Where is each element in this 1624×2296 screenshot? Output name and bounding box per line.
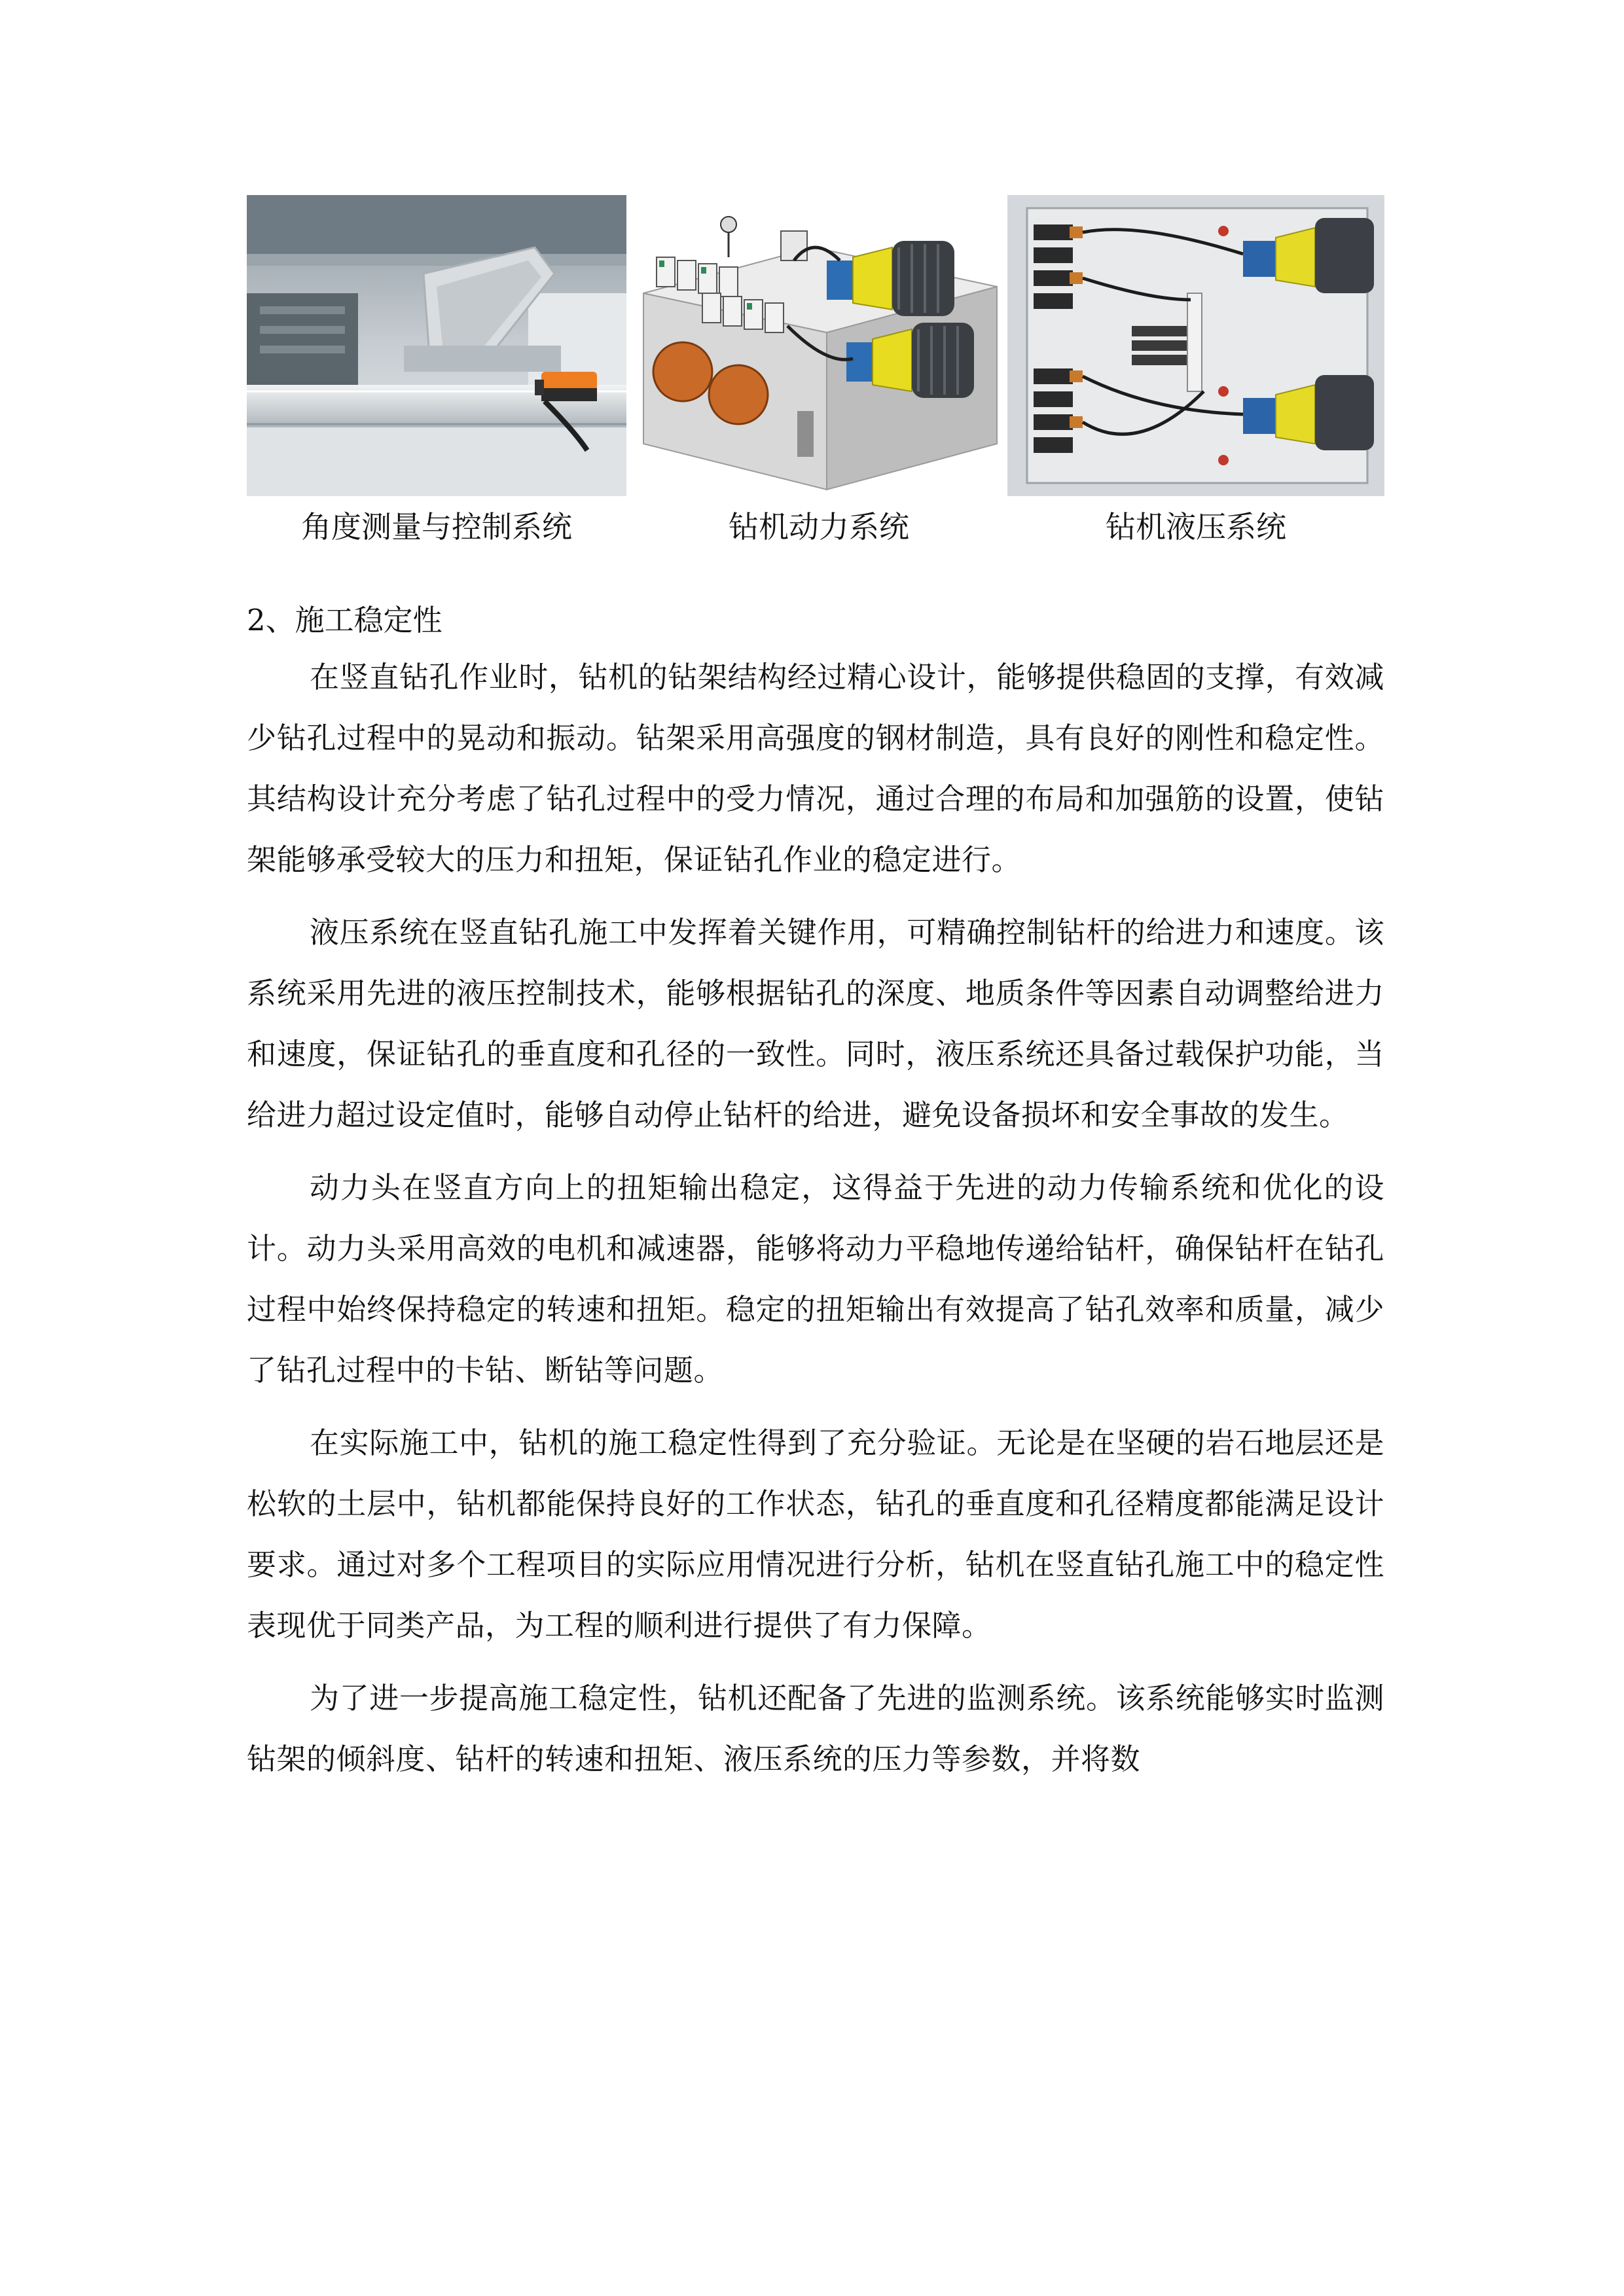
hydraulic-system-render	[1007, 195, 1384, 496]
figure-row	[247, 195, 1384, 496]
section-heading: 2、施工稳定性	[247, 603, 442, 637]
drill-power-system-render	[630, 195, 1007, 496]
paragraph-power-head: 动力头在竖直方向上的扭矩输出稳定，这得益于先进的动力传输系统和优化的设计。动力头采用高效的电机和减速器，能够将动力平稳地传递给钻杆，确保钻杆在钻孔过程中始终保持稳定的转速和扭矩。稳定的扭矩输出有效提高了钻孔效率和质量，减少了钻孔过程中的卡钻、断钻等问题。	[247, 1170, 1384, 1388]
paragraph-hydraulic: 液压系统在竖直钻孔施工中发挥着关键作用，可精确控制钻杆的给进力和速度。该系统采用先进的液压控制技术，能够根据钻孔的深度、地质条件等因素自动调整给进力和速度，保证钻孔的垂直度和孔径的一致性。同时，液压系统还具备过载保护功能，当给进力超过设定值时，能够自动停止钻杆的给进，避免设备损坏和安全事故的发生。	[247, 915, 1384, 1132]
angle-measurement-photo	[247, 195, 626, 496]
paragraph-drill-frame: 在竖直钻孔作业时，钻机的钻架结构经过精心设计，能够提供稳固的支撑，有效减少钻孔过程中的晃动和振动。钻架采用高强度的钢材制造，具有良好的刚性和稳定性。其结构设计充分考虑了钻孔过程中的受力情况，通过合理的布局和加强筋的设置，使钻架能够承受较大的压力和扭矩，保证钻孔作业的稳定进行。	[247, 660, 1384, 877]
paragraph-monitoring: 为了进一步提高施工稳定性，钻机还配备了先进的监测系统。该系统能够实时监测钻架的倾斜度、钻杆的转速和扭矩、液压系统的压力等参数，并将数	[247, 1681, 1384, 1776]
caption-power-system: 钻机动力系统	[729, 509, 909, 545]
paragraph-field-validation: 在实际施工中，钻机的施工稳定性得到了充分验证。无论是在坚硬的岩石地层还是松软的土层中，钻机都能保持良好的工作状态，钻孔的垂直度和孔径精度都能满足设计要求。通过对多个工程项目的实际应用情况进行分析，钻机在竖直钻孔施工中的稳定性表现优于同类产品，为工程的顺利进行提供了有力保障。	[247, 1426, 1384, 1643]
caption-hydraulic-system: 钻机液压系统	[1106, 509, 1286, 545]
figure-captions	[247, 504, 1384, 550]
caption-angle-measurement: 角度测量与控制系统	[301, 509, 572, 545]
section-construction-stability	[247, 594, 1384, 1801]
